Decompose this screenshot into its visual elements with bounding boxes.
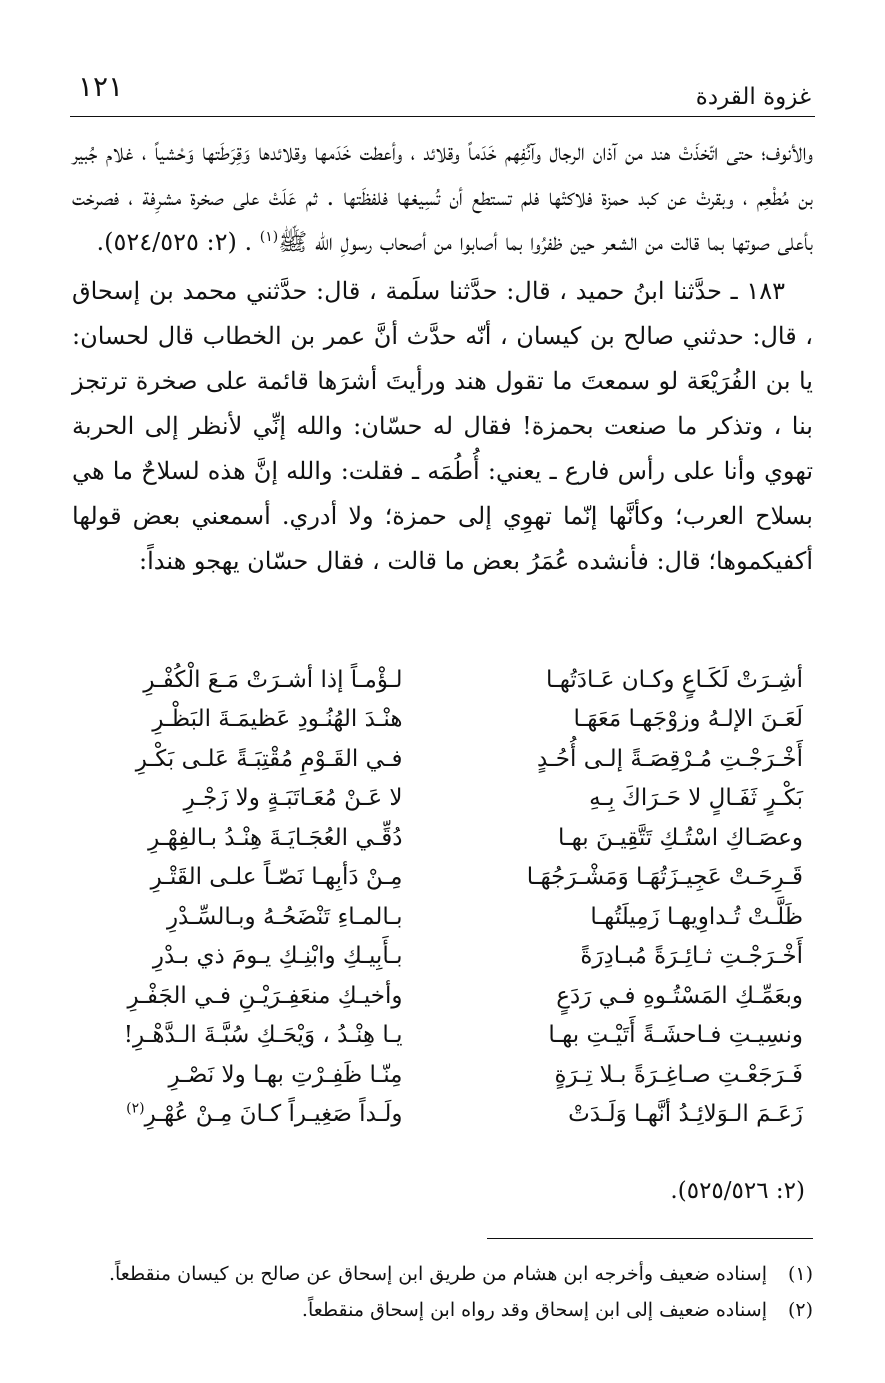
hemistich-second: لـؤْمـاً إذا أشـرَتْ مَـعَ الْكُفْـرِ [143,666,403,693]
footnotes [72,1256,813,1328]
paragraph-1-text: والأنوف؛ حتى اتّخذَتْ هند من آذان الرجال وآنُفِهم خَدَماً وقلائد ، وأعطت خَدَمها وقلائدها وَقِرَطَتها وَحْشياً ، غلام جُبير بن مُطْعِم ، وبقرتْ عن كبد حمزة فلاكتْها فلم تستطع أن تُسِيغها فلفظَتها . ثم عَلَتْ على صخرة مشرِفة ، فصرخت بأعلى صوتها بما قالت من الشعر حين ظفرُوا بما أصابوا من أصحاب رسولِ الله ﷺ [72,138,813,256]
hemistich-second: يـا هِنْـدُ ، وَيْحَـكِ سُبَّـةَ الـدَّهْـرِ! [123,1022,403,1049]
poem [72,660,813,1134]
poem-verse [72,1055,813,1095]
poem-verse [72,858,813,898]
hemistich-second-text: ولَـداً صَغِيـراً كـانَ مِـنْ عُهْـرِ [144,1101,403,1128]
poem-citation: (٢: ٥٢٥/٥٢٦). [670,1178,805,1204]
footnote-number: (٢) [787,1299,813,1321]
hemistich-first: وعصَـاكِ اسْتُـكِ تَتَّقِيـنَ بهـا [557,824,803,851]
poem-verse [72,700,813,740]
hemistich-first: أَخْـرَجْـتِ مُـرْقِصَـةً إلـى أُحُـدٍ [537,745,803,772]
footnote-ref-1: (١) [259,229,279,245]
poem-verse [72,1016,813,1056]
hemistich-first: بَكْـرٍ ثَفَـالٍ لا حَـرَاكَ بِـهِ [589,785,803,812]
hemistich-second: دُقِّـي العُجَـايَـةَ هِنْـدُ بـالفِهْـرِ [148,824,403,851]
paragraph-1 [72,130,813,265]
hemistich-first: قَـرِحَـتْ عَجِيـزَتُهَـا وَمَشْـرَجُهَـا [526,864,803,891]
footnote-text: إسناده ضعيف وأخرجه ابن هشام من طريق ابن إسحاق عن صالح بن كيسان منقطعاً. [108,1263,767,1285]
poem-verse [72,976,813,1016]
poem-verse [72,779,813,819]
hemistich-second: بـالمـاءِ تَنْضَحُـهُ وبـالسِّـدْرِ [166,903,403,930]
page-header [70,66,815,117]
hemistich-second: مِنّـا ظَفِـرْتِ بهـا ولا نَصْـرِ [168,1061,403,1088]
footnote [72,1292,813,1328]
page-number: ١٢١ [78,70,124,103]
hemistich-second: وأخيـكِ منعَفِـرَيْـنِ فـي الجَفْـرِ [127,982,403,1009]
footnote-text: إسناده ضعيف إلى ابن إسحاق وقد رواه ابن إسحاق منقطعاً. [301,1299,767,1321]
body-text [72,130,813,584]
hemistich-second: بـأَبِيـكِ وابْنِـكِ يـومَ ذي بـدْرِ [152,943,403,970]
hemistich-first: ونسِيـتِ فـاحشَـةً أَتَيْـتِ بهـا [548,1022,803,1049]
footnote-divider [487,1238,813,1239]
poem-verse [72,937,813,977]
hemistich-first: ظَلَّـتْ تُـداوِيهـا زَمِيلَتُهـا [590,903,803,930]
poem-verse [72,818,813,858]
poem-verse [72,1095,813,1135]
footnote [72,1256,813,1292]
poem-verse [72,739,813,779]
paragraph-2: ١٨٣ ـ حدَّثنا ابنُ حميد ، قال: حدَّثنا سلَمة ، قال: حدَّثني محمد بن إسحاق ، قال: حدثني صالح بن كيسان ، أنّه حدَّث أنَّ عمر بن الخطاب قال لحسان: يا بن الفُرَيْعَة لو سمعتَ ما تقول هند ورأيتَ أشرَها قائمة على صخرة ترتجز بنا ، وتذكر ما صنعت بحمزة! فقال له حسّان: والله إنِّي لأنظر إلى الحربة تهوي وأنا على رأس فارع ـ يعني: أُطُمَه ـ فقلت: والله إنَّ هذه لسلاحٌ ما هي بسلاح العرب؛ وكأنَّها إنّما تهوِي إلى حمزة؛ ولا أدري. أسمعني بعض قولها أكفيكموها؛ قال: فأنشده عُمَرُ بعض ما قالت ، فقال حسّان يهجو هنداً: [72,277,813,575]
hemistich-second: هنْـدَ الهُنُـودِ عَظيمَـةَ البَظْـرِ [152,706,403,733]
hemistich-first: وبعَمِّـكِ المَسْتُـوهِ فـي رَدَعٍ [556,982,803,1009]
poem-verse [72,660,813,700]
hemistich-first: فَـرَجَعْـتِ صـاغِـرَةً بـلا تِـرَةٍ [554,1061,803,1088]
paragraph-1-citation: . (٢: ٥٢٤/٥٢٥). [96,228,260,256]
hemistich-first: أشِـرَتْ لَكَـاعٍ وكـان عَـادَتُهـا [545,666,803,693]
poem-verse [72,897,813,937]
footnote-ref-2: (٢) [126,1100,145,1117]
hemistich-first: لَعَـنَ الإلـهُ وزوْجَهـا مَعَهَـا [573,706,803,733]
hemistich-second [72,1101,443,1127]
hemistich-second: فـي القَـوْمِ مُقْتِبَـةً عَلـى بَكْـرِ [135,745,403,772]
hemistich-second: مِـنْ دَأبِهـا نَصّـاً علـى القَتْـرِ [150,864,403,891]
hemistich-first: أَخْـرَجْـتِ ثـائِـرَةً مُبـادِرَةً [580,943,803,970]
hemistich-second: لا عَـنْ مُعَـاتَبَـةٍ ولا زَجْـرِ [183,785,403,812]
running-title: غزوة القردة [695,84,811,110]
hemistich-first: زَعَـمَ الـوَلائِـدُ أنَّهـا وَلَـدَتْ [568,1101,803,1128]
footnote-number: (١) [787,1263,813,1285]
